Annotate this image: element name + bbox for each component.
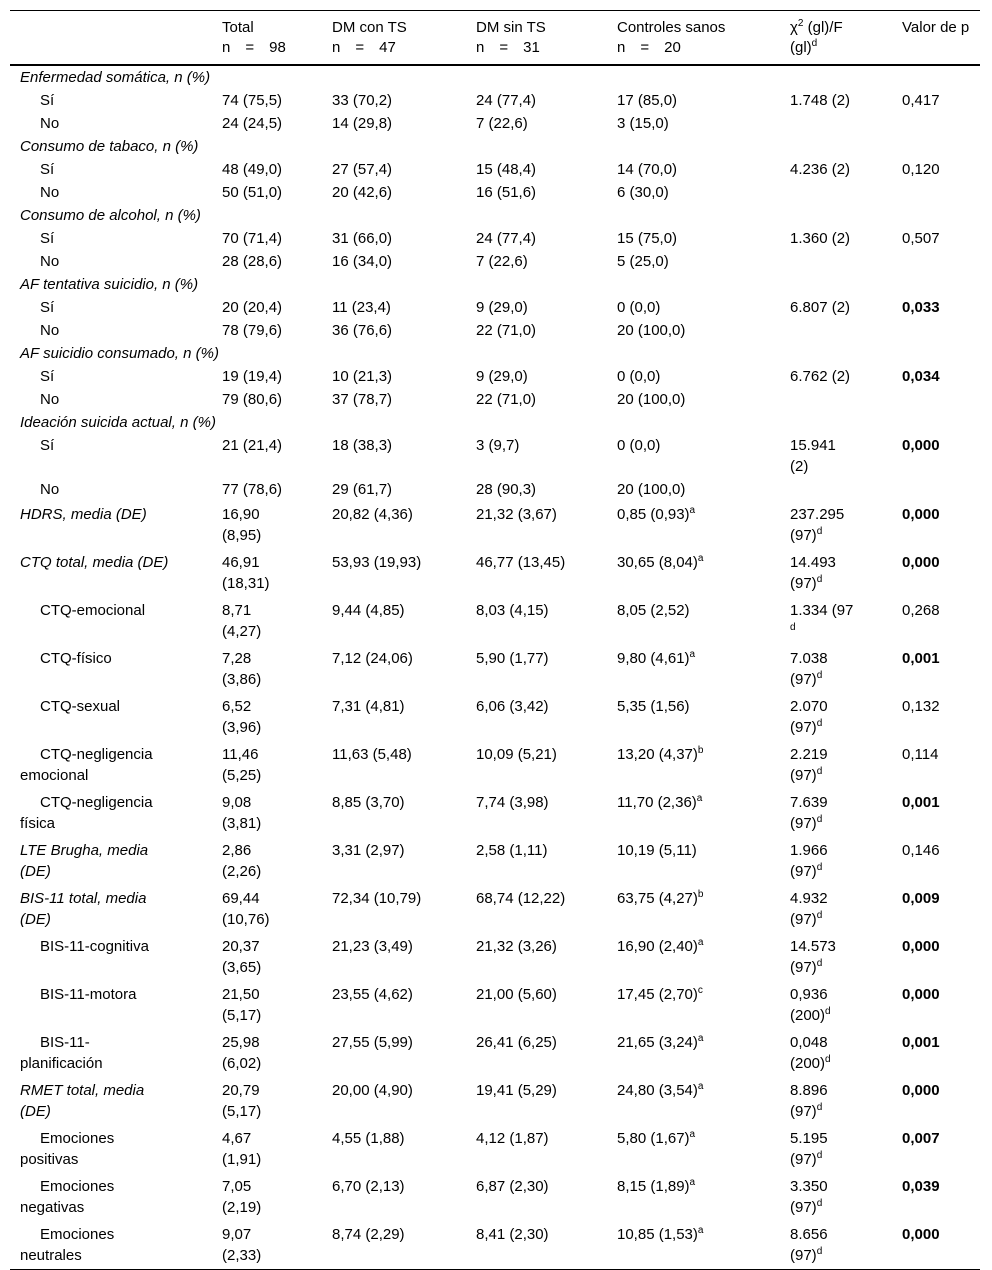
row-label: BIS-11-motora (40, 986, 137, 1003)
cell-total: 69,44 (10,76) (222, 890, 270, 928)
table-row (10, 1173, 980, 1221)
cell-p: 0,033 (902, 299, 940, 316)
row-label: Sí (40, 92, 55, 109)
cell-dm-sin: 22 (71,0) (476, 391, 537, 408)
cell-stat (784, 478, 896, 501)
row-label: No (40, 253, 60, 270)
cell-dm-ts: 16 (34,0) (332, 253, 393, 270)
table-row (10, 837, 980, 885)
cell-dm-ts: 8,85 (3,70) (332, 794, 405, 811)
cell-dm-ts: 11 (23,4) (332, 299, 391, 316)
cell-dm-ts: 11,63 (5,48) (332, 746, 412, 763)
row-label: No (40, 115, 60, 132)
cell-ctrl: 20 (100,0) (617, 391, 686, 408)
cell-total: 70 (71,4) (222, 230, 283, 247)
row-label: RMET total, media (DE) (20, 1082, 145, 1120)
row-label: Sí (40, 299, 55, 316)
table-row (10, 1125, 980, 1173)
cell-p (896, 478, 980, 501)
cell-dm-ts: 20 (42,6) (332, 184, 393, 201)
table-row (10, 789, 980, 837)
cell-ctrl: 0 (0,0) (617, 437, 661, 454)
table-row (10, 741, 980, 789)
cell-stat: 8.896 $(97)^d$ (790, 1082, 828, 1120)
cell-p: 0,009 (902, 890, 940, 907)
section-row (10, 204, 980, 227)
cell-p: 0,034 (902, 368, 940, 385)
header-controles: Controles sanos n = 20 (617, 19, 726, 56)
cell-total: 48 (49,0) (222, 161, 283, 178)
cell-total: 25,98 (6,02) (222, 1034, 262, 1072)
cell-ctrl: 15 (75,0) (617, 230, 678, 247)
cell-total: 77 (78,6) (222, 481, 283, 498)
cell-dm-ts: 9,44 (4,85) (332, 602, 405, 619)
cell-p (896, 112, 980, 135)
section-label: Consumo de alcohol, n (%) (20, 207, 201, 224)
table-row (10, 250, 980, 273)
cell-ctrl: 17,45 $(2,70)^c$ (617, 985, 703, 1003)
table-header (10, 11, 980, 66)
table-row (10, 885, 980, 933)
cell-total: 21,50 (5,17) (222, 986, 262, 1024)
row-label: Sí (40, 437, 55, 454)
cell-total: 28 (28,6) (222, 253, 283, 270)
cell-total: 46,91 (18,31) (222, 554, 270, 592)
cell-p: 0,268 (902, 602, 940, 619)
section-row (10, 273, 980, 296)
cell-total: 78 (79,6) (222, 322, 283, 339)
cell-total: 24 (24,5) (222, 115, 283, 132)
table-row (10, 296, 980, 319)
cell-ctrl: 30,65 $(8,04)^a$ (617, 553, 704, 571)
cell-stat: 5.195 $(97)^d$ (790, 1130, 828, 1168)
table-row (10, 597, 980, 645)
cell-ctrl: 14 (70,0) (617, 161, 678, 178)
cell-p (896, 181, 980, 204)
cell-p: 0,000 (902, 554, 940, 571)
table-row (10, 501, 980, 549)
cell-ctrl: 5,80 $(1,67)^a$ (617, 1129, 696, 1147)
cell-total: 6,52 (3,96) (222, 698, 262, 736)
section-label: AF tentativa suicidio, n (%) (20, 276, 199, 293)
cell-dm-ts: 33 (70,2) (332, 92, 393, 109)
cell-p: 0,507 (902, 230, 940, 247)
cell-stat: 237.295 $(97)^d$ (790, 506, 845, 544)
table-row (10, 933, 980, 981)
section-row (10, 411, 980, 434)
cell-ctrl: 16,90 $(2,40)^a$ (617, 937, 704, 955)
cell-dm-sin: 21,00 (5,60) (476, 986, 557, 1003)
header-stat: $\chi^2$ (gl)/F (gl)$^d$ (790, 18, 843, 56)
cell-dm-ts: 23,55 (4,62) (332, 986, 413, 1003)
cell-dm-sin: 21,32 (3,67) (476, 506, 557, 523)
row-label: CTQ-físico (40, 650, 112, 667)
cell-p: 0,114 (902, 746, 939, 763)
cell-stat: 2.070 $(97)^d$ (790, 698, 828, 736)
table-row (10, 181, 980, 204)
section-row (10, 135, 980, 158)
cell-total: 7,05 (2,19) (222, 1178, 262, 1216)
cell-stat: 7.639 $(97)^d$ (790, 794, 828, 832)
cell-stat: 1.966 $(97)^d$ (790, 842, 828, 880)
cell-p: 0,132 (902, 698, 940, 715)
cell-dm-ts: 7,31 (4,81) (332, 698, 405, 715)
cell-dm-ts: 37 (78,7) (332, 391, 393, 408)
cell-dm-ts: 4,55 (1,88) (332, 1130, 405, 1147)
cell-total: 2,86 (2,26) (222, 842, 262, 880)
cell-dm-sin: 15 (48,4) (476, 161, 537, 178)
cell-ctrl: 11,70 $(2,36)^a$ (617, 793, 703, 811)
cell-stat: 4.236 (2) (790, 161, 851, 178)
cell-stat (784, 250, 896, 273)
cell-ctrl: 63,75 $(4,27)^b$ (617, 889, 704, 907)
cell-dm-sin: 24 (77,4) (476, 92, 537, 109)
cell-ctrl: 5 (25,0) (617, 253, 669, 270)
cell-stat (784, 181, 896, 204)
cell-dm-ts: 10 (21,3) (332, 368, 393, 385)
cell-dm-sin: 2,58 (1,11) (476, 842, 548, 859)
row-label: No (40, 184, 60, 201)
row-label: BIS-11-cognitiva (40, 938, 149, 955)
row-label: Sí (40, 230, 55, 247)
cell-dm-sin: 10,09 (5,21) (476, 746, 557, 763)
cell-dm-ts: 7,12 (24,06) (332, 650, 413, 667)
row-label: CTQ-sexual (40, 698, 121, 715)
cell-total: 20,79 (5,17) (222, 1082, 262, 1120)
cell-ctrl: 6 (30,0) (617, 184, 669, 201)
table-row (10, 1077, 980, 1125)
cell-ctrl: 5,35 (1,56) (617, 698, 690, 715)
section-row (10, 342, 980, 365)
section-row (10, 65, 980, 89)
cell-dm-ts: 6,70 (2,13) (332, 1178, 405, 1195)
cell-p (896, 388, 980, 411)
cell-p: 0,039 (902, 1178, 940, 1195)
cell-dm-sin: 21,32 (3,26) (476, 938, 557, 955)
cell-p: 0,001 (902, 1034, 940, 1051)
cell-ctrl: 3 (15,0) (617, 115, 669, 132)
row-label: CTQ-emocional (40, 602, 146, 619)
cell-p: 0,000 (902, 506, 940, 523)
section-label: Enfermedad somática, n (%) (20, 69, 211, 86)
cell-total: 50 (51,0) (222, 184, 283, 201)
cell-stat: 1.334 (97 $^d$ (790, 602, 854, 633)
cell-total: 9,07 (2,33) (222, 1226, 262, 1264)
table-row (10, 981, 980, 1029)
table-row (10, 434, 980, 478)
cell-dm-sin: 6,87 (2,30) (476, 1178, 549, 1195)
cell-total: 19 (19,4) (222, 368, 283, 385)
cell-p: 0,001 (902, 794, 940, 811)
row-label: CTQ total, media (DE) (20, 554, 169, 571)
table-row (10, 89, 980, 112)
cell-dm-sin: 7,74 (3,98) (476, 794, 549, 811)
header-dm-con-ts: DM con TS n = 47 (332, 19, 407, 56)
row-label: Sí (40, 161, 55, 178)
cell-p: 0,001 (902, 650, 940, 667)
cell-ctrl: 24,80 $(3,54)^a$ (617, 1081, 704, 1099)
cell-dm-ts: 20,00 (4,90) (332, 1082, 413, 1099)
cell-dm-sin: 8,03 (4,15) (476, 602, 549, 619)
row-label: LTE Brugha, media (DE) (20, 842, 149, 880)
table-row (10, 693, 980, 741)
section-label: Ideación suicida actual, n (%) (20, 414, 216, 431)
cell-stat: 14.573 $(97)^d$ (790, 938, 836, 976)
cell-p: 0,146 (902, 842, 940, 859)
cell-dm-ts: 27,55 (5,99) (332, 1034, 413, 1051)
cell-ctrl: 10,19 (5,11) (617, 842, 697, 859)
cell-stat (784, 112, 896, 135)
cell-total: 20 (20,4) (222, 299, 283, 316)
cell-ctrl: 8,15 $(1,89)^a$ (617, 1177, 696, 1195)
cell-dm-ts: 27 (57,4) (332, 161, 393, 178)
header-total: Total n = 98 (222, 19, 286, 56)
cell-stat (784, 388, 896, 411)
cell-total: 8,71 (4,27) (222, 602, 262, 640)
cell-stat: 6.762 (2) (790, 368, 851, 385)
row-label: Emociones positivas (20, 1130, 115, 1168)
cell-dm-sin: 9 (29,0) (476, 368, 528, 385)
cell-dm-ts: 21,23 (3,49) (332, 938, 413, 955)
cell-ctrl: 21,65 $(3,24)^a$ (617, 1033, 704, 1051)
cell-stat: 8.656 $(97)^d$ (790, 1226, 828, 1264)
cell-total: 7,28 (3,86) (222, 650, 262, 688)
cell-total: 9,08 (3,81) (222, 794, 262, 832)
cell-dm-sin: 9 (29,0) (476, 299, 528, 316)
cell-dm-sin: 6,06 (3,42) (476, 698, 549, 715)
cell-dm-ts: 29 (61,7) (332, 481, 393, 498)
cell-stat: 15.941 (2) (790, 437, 836, 475)
cell-total: 4,67 (1,91) (222, 1130, 262, 1168)
row-label: HDRS, media (DE) (20, 506, 147, 523)
cell-dm-sin: 5,90 (1,77) (476, 650, 549, 667)
cell-ctrl: 0 (0,0) (617, 368, 661, 385)
header-p-value: Valor de p (902, 19, 970, 36)
cell-stat: 14.493 $(97)^d$ (790, 554, 836, 592)
cell-p: 0,000 (902, 986, 940, 1003)
cell-stat: 4.932 $(97)^d$ (790, 890, 828, 928)
cell-stat: 1.360 (2) (790, 230, 851, 247)
cell-dm-sin: 7 (22,6) (476, 253, 528, 270)
row-label: CTQ-negligencia física (20, 794, 153, 832)
cell-p (896, 250, 980, 273)
cell-ctrl: 20 (100,0) (617, 481, 686, 498)
results-table (10, 10, 980, 1270)
cell-ctrl: 0,85 $(0,93)^a$ (617, 505, 696, 523)
cell-dm-sin: 68,74 (12,22) (476, 890, 566, 907)
cell-dm-ts: 8,74 (2,29) (332, 1226, 405, 1243)
cell-dm-sin: 24 (77,4) (476, 230, 537, 247)
cell-dm-sin: 28 (90,3) (476, 481, 537, 498)
cell-dm-sin: 16 (51,6) (476, 184, 537, 201)
cell-stat: 3.350 $(97)^d$ (790, 1178, 828, 1216)
cell-dm-sin: 19,41 (5,29) (476, 1082, 557, 1099)
cell-dm-ts: 20,82 (4,36) (332, 506, 413, 523)
table-row (10, 645, 980, 693)
cell-dm-sin: 7 (22,6) (476, 115, 528, 132)
row-label: No (40, 391, 60, 408)
cell-stat: 1.748 (2) (790, 92, 851, 109)
row-label: Emociones neutrales (20, 1226, 115, 1264)
cell-ctrl: 17 (85,0) (617, 92, 678, 109)
cell-dm-ts: 72,34 (10,79) (332, 890, 422, 907)
cell-p: 0,000 (902, 1082, 940, 1099)
cell-dm-sin: 3 (9,7) (476, 437, 520, 454)
cell-ctrl: 10,85 $(1,53)^a$ (617, 1225, 704, 1243)
cell-dm-ts: 3,31 (2,97) (332, 842, 405, 859)
cell-stat: 0,936 $(200)^d$ (790, 986, 831, 1024)
table-row (10, 478, 980, 501)
row-label: BIS-11- planificación (20, 1034, 103, 1072)
cell-p: 0,417 (902, 92, 940, 109)
cell-ctrl: 9,80 $(4,61)^a$ (617, 649, 696, 667)
cell-ctrl: 0 (0,0) (617, 299, 661, 316)
row-label: No (40, 322, 60, 339)
table-row (10, 1029, 980, 1077)
cell-stat: 6.807 (2) (790, 299, 851, 316)
cell-dm-ts: 53,93 (19,93) (332, 554, 422, 571)
table-row (10, 227, 980, 250)
section-label: AF suicidio consumado, n (%) (20, 345, 219, 362)
cell-total: 21 (21,4) (222, 437, 283, 454)
row-label: CTQ-negligencia emocional (20, 746, 153, 784)
row-label: Sí (40, 368, 55, 385)
cell-p: 0,000 (902, 938, 940, 955)
table-row (10, 1221, 980, 1270)
cell-p: 0,007 (902, 1130, 940, 1147)
cell-p: 0,000 (902, 1226, 940, 1243)
cell-total: 79 (80,6) (222, 391, 283, 408)
table-row (10, 388, 980, 411)
row-label: Emociones negativas (20, 1178, 115, 1216)
cell-dm-ts: 14 (29,8) (332, 115, 393, 132)
row-label: No (40, 481, 60, 498)
cell-p: 0,000 (902, 437, 940, 454)
cell-ctrl: 13,20 $(4,37)^b$ (617, 745, 704, 763)
cell-dm-sin: 22 (71,0) (476, 322, 537, 339)
cell-stat: 0,048 $(200)^d$ (790, 1034, 831, 1072)
cell-total: 20,37 (3,65) (222, 938, 262, 976)
section-label: Consumo de tabaco, n (%) (20, 138, 199, 155)
cell-p: 0,120 (902, 161, 940, 178)
cell-dm-ts: 18 (38,3) (332, 437, 393, 454)
cell-p (896, 319, 980, 342)
row-label: BIS-11 total, media (DE) (20, 890, 147, 928)
cell-dm-sin: 46,77 (13,45) (476, 554, 566, 571)
table-row (10, 158, 980, 181)
cell-stat (784, 319, 896, 342)
table-row (10, 112, 980, 135)
cell-total: 16,90 (8,95) (222, 506, 262, 544)
cell-ctrl: 8,05 (2,52) (617, 602, 690, 619)
cell-total: 74 (75,5) (222, 92, 283, 109)
header-dm-sin-ts: DM sin TS n = 31 (476, 19, 546, 56)
cell-total: 11,46 (5,25) (222, 746, 262, 784)
table-row (10, 319, 980, 342)
cell-dm-sin: 8,41 (2,30) (476, 1226, 549, 1243)
cell-stat: 7.038 $(97)^d$ (790, 650, 828, 688)
cell-dm-sin: 26,41 (6,25) (476, 1034, 557, 1051)
header-empty (10, 11, 216, 66)
table-row (10, 549, 980, 597)
table-row (10, 365, 980, 388)
cell-ctrl: 20 (100,0) (617, 322, 686, 339)
cell-dm-ts: 36 (76,6) (332, 322, 393, 339)
cell-stat: 2.219 $(97)^d$ (790, 746, 828, 784)
cell-dm-ts: 31 (66,0) (332, 230, 393, 247)
cell-dm-sin: 4,12 (1,87) (476, 1130, 549, 1147)
